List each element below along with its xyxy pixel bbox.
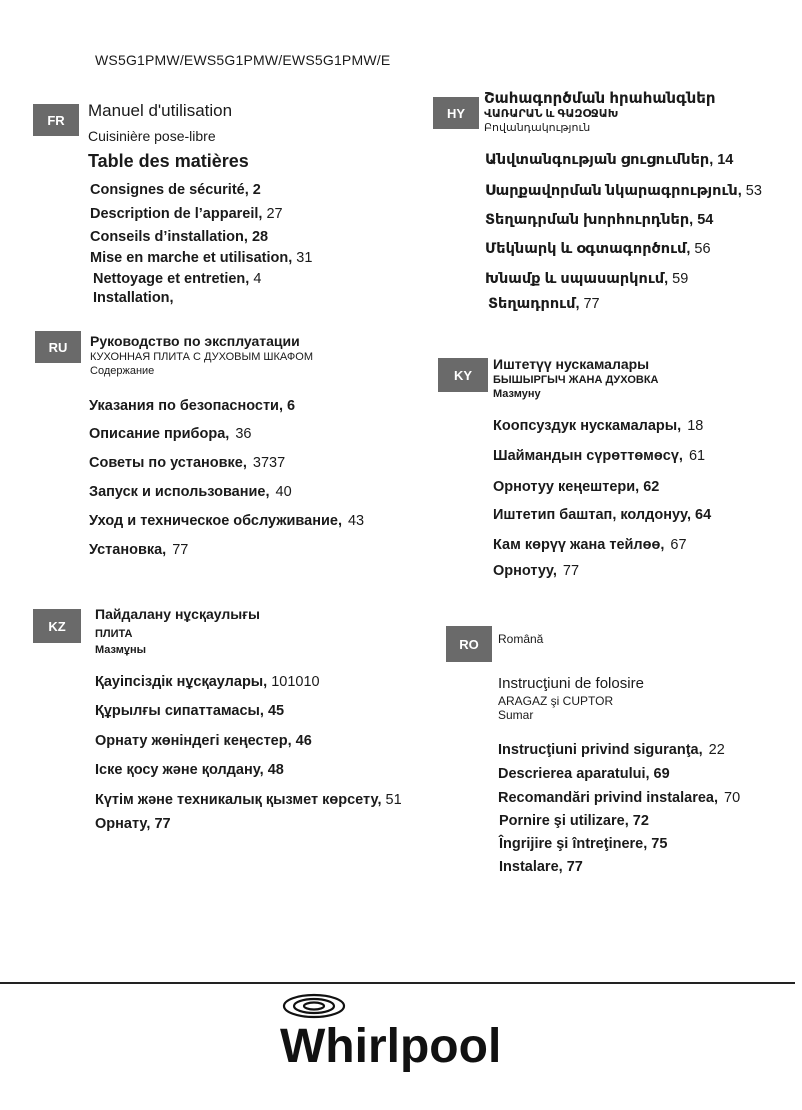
lang-badge-ru: RU xyxy=(35,331,81,363)
hy-line2: ՎԱՌԱՐԱՆ և ԳԱԶՕՋԱԽ xyxy=(484,108,619,120)
fr-title: Manuel d'utilisation xyxy=(88,101,233,120)
ky-toc-page: 77 xyxy=(562,563,580,579)
fr-toc-title: Table des matières xyxy=(88,151,249,171)
kz-toc-label: Іске қосу және қолдану, 48 xyxy=(95,762,284,778)
ro-toc-label: Îngrijire şi întreţinere, 75 xyxy=(499,836,668,852)
lang-badge-ro: RO xyxy=(446,626,492,662)
kz-toc-item xyxy=(95,674,320,690)
ky-toc-label: Коопсуздук нускамалары, xyxy=(493,418,682,434)
ky-toc-label: Шаймандын сүрөттөмөсү, xyxy=(493,448,683,464)
fr-toc-label: Mise en marche et utilisation, xyxy=(90,250,293,266)
ru-toc-label: Установка, xyxy=(89,542,167,558)
whirlpool-logo xyxy=(280,990,520,1090)
kz-line2: ПЛИТА xyxy=(95,628,133,640)
ro-toc-item xyxy=(499,859,589,875)
ro-toc-label: Pornire şi utilizare, 72 xyxy=(499,813,649,829)
ro-toc-item xyxy=(499,836,673,852)
hy-toc-label: Տեղադրման խորհուրդներ, 54 xyxy=(485,212,714,228)
ky-toc-item xyxy=(493,537,687,553)
kz-toc-item xyxy=(95,762,288,778)
fr-toc-item xyxy=(90,229,272,245)
ky-toc-page: 67 xyxy=(670,537,687,553)
hy-toc-label: Տեղադրում, xyxy=(488,296,580,312)
ru-toc-item xyxy=(89,542,188,558)
lang-badge-fr: FR xyxy=(33,104,79,136)
ro-lang-name: Română xyxy=(498,632,544,646)
hy-toc-item xyxy=(485,152,737,168)
ru-toc-label: Советы по установке, xyxy=(89,455,247,471)
ky-line2: БЫШЫРГЫЧ ЖАНА ДУХОВКА xyxy=(493,374,659,386)
fr-subtitle: Cuisinière pose-libre xyxy=(88,128,216,144)
hy-toc-page: 59 xyxy=(672,271,689,287)
ky-line3: Мазмуну xyxy=(493,388,541,400)
kz-toc-label: Күтім және техникалық қызмет көрсету, xyxy=(95,792,382,808)
ru-toc-item xyxy=(89,398,301,414)
ky-toc-label: Орнотуу кеңештери, 62 xyxy=(493,479,660,495)
ky-header xyxy=(493,356,658,401)
kz-toc-label: Орнату, 77 xyxy=(95,816,171,832)
fr-toc-label: Description de l’appareil, xyxy=(90,206,263,222)
kz-toc-label: Құрылғы сипаттамасы, 45 xyxy=(95,703,285,719)
kz-line3: Мазмұны xyxy=(95,644,147,656)
ky-toc-label: Орнотуу, xyxy=(493,563,557,579)
ro-toc-item xyxy=(498,742,725,758)
hy-toc-label: Սարքավորման նկարագրություն, xyxy=(485,183,742,199)
lang-badge-hy: HY xyxy=(433,97,479,129)
hy-header xyxy=(484,90,716,135)
ro-line3: Sumar xyxy=(498,708,534,722)
ru-toc-item xyxy=(89,426,251,442)
kz-header xyxy=(95,606,260,657)
kz-toc-item xyxy=(95,733,316,749)
ru-header xyxy=(90,333,313,378)
fr-toc-page: 31 xyxy=(296,250,313,266)
fr-toc-page: 4 xyxy=(253,271,262,287)
fr-toc-label: Conseils d’installation, 28 xyxy=(90,229,269,245)
ro-header xyxy=(498,674,644,722)
ru-toc-item xyxy=(89,484,292,500)
ky-toc-label: Кам көрүү жана тейлөө, xyxy=(493,537,665,553)
hy-toc-page: 53 xyxy=(745,183,762,199)
kz-toc-label: Қауіпсіздік нұсқаулары, xyxy=(95,674,268,690)
ru-toc-label: Описание прибора, xyxy=(89,426,230,442)
ru-toc-page: 36 xyxy=(235,426,252,442)
kz-toc-page: 101010 xyxy=(271,674,320,690)
ro-toc-page: 70 xyxy=(724,790,741,806)
ky-toc-page: 18 xyxy=(687,418,704,434)
ru-toc-item xyxy=(89,513,364,529)
ru-toc-page: 40 xyxy=(275,484,292,500)
ru-toc-page: 77 xyxy=(172,542,189,558)
hy-toc-label: Մեկնարկ և օգտագործում, xyxy=(485,241,691,257)
lang-badge-ky: KY xyxy=(438,358,488,392)
ky-toc-item xyxy=(493,479,665,495)
fr-toc-item xyxy=(90,182,265,198)
fr-toc-item xyxy=(93,290,178,306)
hy-toc-label: Խնամք և սպասարկում, xyxy=(485,271,669,287)
ru-title: Руководство по эксплуатации xyxy=(90,333,300,349)
ky-toc-item xyxy=(493,507,717,523)
kz-toc-item xyxy=(95,792,402,808)
footer-divider xyxy=(0,982,795,984)
kz-toc-page: 51 xyxy=(385,792,402,808)
fr-header xyxy=(88,101,249,172)
hy-toc-item xyxy=(485,183,762,199)
ky-toc-item xyxy=(493,563,579,579)
ru-toc-label: Запуск и использование, xyxy=(89,484,270,500)
ky-toc-page: 61 xyxy=(688,448,706,464)
fr-toc-item xyxy=(93,271,261,287)
ru-toc-page: 3737 xyxy=(252,455,286,471)
kz-toc-item xyxy=(95,703,288,719)
ro-toc-item xyxy=(498,790,740,806)
ru-toc-page: 43 xyxy=(347,513,365,529)
fr-toc-label: Consignes de sécurité, 2 xyxy=(90,182,261,198)
fr-toc-page: 27 xyxy=(266,206,283,222)
ky-toc-item xyxy=(493,418,703,434)
hy-toc-item xyxy=(485,271,688,287)
kz-toc-label: Орнату жөніндегі кеңестер, 46 xyxy=(95,733,312,749)
ru-toc-item xyxy=(89,455,285,471)
ro-line2: ARAGAZ şi CUPTOR xyxy=(498,694,614,708)
ru-line3: Содержание xyxy=(90,365,155,377)
hy-line3: Բովանդակություն xyxy=(484,122,591,134)
ro-toc-page: 22 xyxy=(708,742,725,758)
ky-title: Иштетүү нускамалары xyxy=(493,356,650,372)
ro-title: Instrucţiuni de folosire xyxy=(498,675,644,692)
ru-line2: КУХОННАЯ ПЛИТА С ДУХОВЫМ ШКАФОМ xyxy=(90,351,313,363)
hy-toc-page: 77 xyxy=(583,296,600,312)
lang-badge-kz: KZ xyxy=(33,609,81,643)
ro-toc-item xyxy=(499,813,655,829)
fr-toc-label: Nettoyage et entretien, xyxy=(93,271,250,287)
ru-toc-label: Указания по безопасности, 6 xyxy=(89,398,296,414)
ro-toc-label: Instalare, 77 xyxy=(499,859,583,875)
hy-toc-item xyxy=(488,296,600,312)
hy-toc-page: 56 xyxy=(694,241,711,257)
kz-title: Пайдалану нұсқаулығы xyxy=(95,606,260,622)
hy-toc-label: Անվտանգության ցուցումներ, 14 xyxy=(485,152,734,168)
ky-toc-label: Иштетип баштап, колдонуу, 64 xyxy=(493,507,712,523)
hy-toc-item xyxy=(485,241,711,257)
kz-toc-item xyxy=(95,816,175,832)
ky-toc-item xyxy=(493,448,705,464)
fr-toc-item xyxy=(90,250,312,266)
brand-wordmark: Whirlpool xyxy=(280,1020,502,1073)
ro-toc-item xyxy=(498,766,676,782)
ro-toc-label: Recomandări privind instalarea, xyxy=(498,790,718,806)
fr-toc-item xyxy=(90,206,283,222)
hy-toc-item xyxy=(485,212,717,228)
hy-title: Շահագործման հրահանգներ xyxy=(484,90,716,107)
ro-toc-label: Descrierea aparatului, 69 xyxy=(498,766,670,782)
ro-toc-label: Instrucţiuni privind siguranţa, xyxy=(498,742,703,758)
model-number: WS5G1PMW/EWS5G1PMW/EWS5G1PMW/E xyxy=(95,52,391,68)
ru-toc-label: Уход и техническое обслуживание, xyxy=(89,513,342,529)
fr-toc-label: Installation, xyxy=(93,290,174,306)
